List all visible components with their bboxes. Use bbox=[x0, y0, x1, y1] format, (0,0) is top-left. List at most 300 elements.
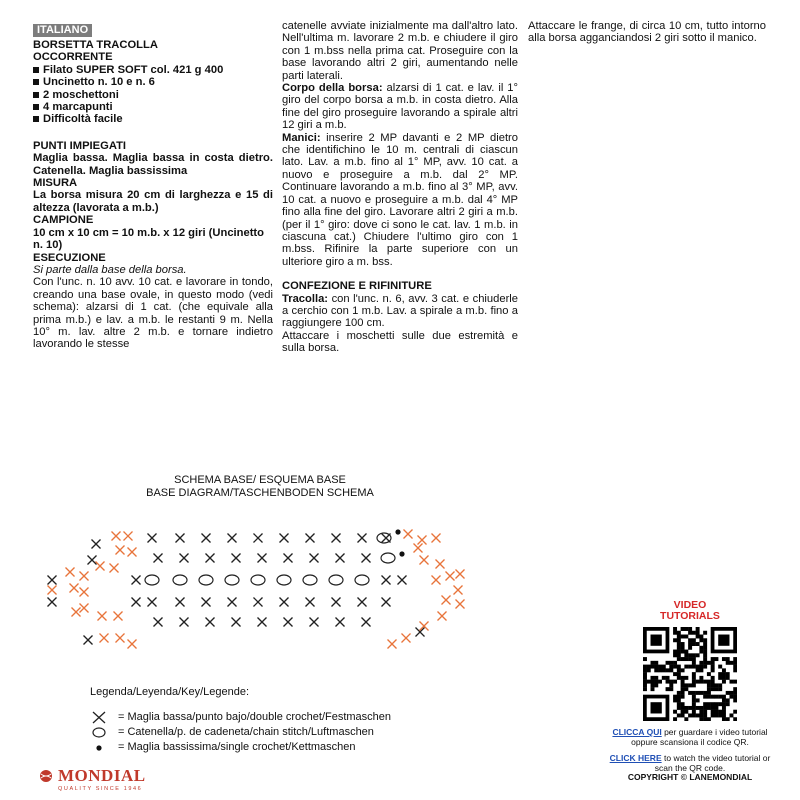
qr-module bbox=[703, 642, 707, 646]
qr-module bbox=[669, 665, 673, 669]
qr-module bbox=[654, 676, 658, 680]
qr-module bbox=[726, 691, 730, 695]
confezione-heading: CONFEZIONE E RIFINITURE bbox=[282, 280, 432, 293]
qr-module bbox=[688, 665, 692, 669]
qr-module bbox=[681, 627, 685, 631]
qr-module bbox=[707, 695, 711, 699]
x-stitch-mark bbox=[48, 576, 57, 585]
qr-module bbox=[692, 642, 696, 646]
qr-module bbox=[662, 668, 666, 672]
needs-item: 4 marcapunti bbox=[33, 101, 273, 113]
column-1 bbox=[33, 24, 273, 351]
qr-module bbox=[688, 631, 692, 635]
column-3 bbox=[528, 20, 766, 45]
qr-module bbox=[651, 687, 655, 691]
qr-module bbox=[703, 657, 707, 661]
needs-item: 2 moschettoni bbox=[33, 89, 273, 101]
qr-module bbox=[681, 657, 685, 661]
legend-row bbox=[90, 710, 391, 725]
qr-module bbox=[703, 661, 707, 665]
qr-module bbox=[699, 691, 703, 695]
qr-module bbox=[692, 672, 696, 676]
qr-module bbox=[684, 650, 688, 654]
double-crochet-orange-mark bbox=[128, 548, 137, 557]
qr-module bbox=[673, 680, 677, 684]
double-crochet-orange-mark bbox=[66, 568, 75, 577]
qr-module bbox=[718, 710, 722, 714]
punti-text: Maglia bassa. Maglia bassa in costa dietro. Catenella. Maglia bassissima bbox=[33, 152, 273, 177]
qr-module bbox=[692, 702, 696, 706]
qr-module bbox=[733, 695, 737, 699]
qr-module bbox=[722, 706, 726, 710]
copyright: COPYRIGHT © LANEMONDIAL bbox=[627, 772, 753, 782]
qr-module bbox=[692, 698, 696, 702]
double-crochet-orange-mark bbox=[446, 572, 455, 581]
double-crochet-orange-mark bbox=[388, 640, 397, 649]
qr-module bbox=[677, 653, 681, 657]
x-stitch-mark bbox=[176, 534, 185, 543]
qr-module bbox=[692, 695, 696, 699]
qr-module bbox=[662, 676, 666, 680]
qr-module bbox=[681, 683, 685, 687]
corpo-text: alzarsi di 1 cat. e lav. il 1° giro del corpo borsa a m.b. in costa dietro. Alla fine del giro proseguire lavorando a spirale altri 12 giri a m.b. bbox=[282, 82, 519, 132]
qr-module bbox=[658, 665, 662, 669]
qr-module bbox=[688, 646, 692, 650]
qr-module bbox=[711, 668, 715, 672]
qr-module bbox=[711, 710, 715, 714]
column-2 bbox=[282, 20, 518, 355]
x-stitch-mark bbox=[88, 556, 97, 565]
qr-module bbox=[666, 661, 670, 665]
qr-module bbox=[703, 653, 707, 657]
qr-module bbox=[681, 695, 685, 699]
qr-module bbox=[733, 657, 737, 661]
chain-stitch-mark bbox=[377, 533, 391, 543]
qr-module bbox=[707, 706, 711, 710]
qr-module bbox=[726, 676, 730, 680]
qr-module bbox=[681, 706, 685, 710]
x-stitch-mark bbox=[362, 554, 371, 563]
x-stitch-mark bbox=[306, 534, 315, 543]
qr-module bbox=[726, 657, 730, 661]
qr-module bbox=[692, 653, 696, 657]
schema-title bbox=[140, 474, 380, 500]
qr-module bbox=[707, 683, 711, 687]
x-stitch-mark bbox=[92, 540, 101, 549]
qr-module bbox=[699, 635, 703, 639]
qr-module bbox=[703, 717, 707, 721]
schema-title-line-2: BASE DIAGRAM/TASCHENBODEN SCHEMA bbox=[146, 487, 374, 499]
qr-module bbox=[651, 676, 655, 680]
esecuzione-heading: ESECUZIONE bbox=[33, 251, 106, 264]
qr-module bbox=[688, 706, 692, 710]
qr-module bbox=[722, 668, 726, 672]
qr-module bbox=[677, 638, 681, 642]
qr-module bbox=[726, 698, 730, 702]
qr-module bbox=[684, 710, 688, 714]
qr-module bbox=[677, 713, 681, 717]
qr-module bbox=[681, 646, 685, 650]
double-crochet-orange-mark bbox=[116, 634, 125, 643]
qr-module bbox=[654, 683, 658, 687]
qr-module bbox=[711, 706, 715, 710]
qr-module bbox=[726, 717, 730, 721]
qr-module bbox=[673, 650, 677, 654]
qr-module bbox=[677, 642, 681, 646]
qr-module bbox=[726, 661, 730, 665]
qr-module bbox=[681, 650, 685, 654]
qr-module bbox=[696, 665, 700, 669]
qr-module bbox=[714, 706, 718, 710]
x-stitch-mark bbox=[362, 618, 371, 627]
x-stitch-mark bbox=[228, 598, 237, 607]
qr-module bbox=[692, 665, 696, 669]
qr-module bbox=[703, 695, 707, 699]
qr-module bbox=[722, 657, 726, 661]
qr-module bbox=[692, 706, 696, 710]
qr-module bbox=[718, 687, 722, 691]
qr-module bbox=[699, 706, 703, 710]
qr-module bbox=[658, 668, 662, 672]
qr-module bbox=[696, 627, 700, 631]
chain-stitch-mark bbox=[303, 575, 317, 585]
chain-stitch-mark bbox=[251, 575, 265, 585]
qr-module bbox=[692, 680, 696, 684]
double-crochet-orange-mark bbox=[70, 584, 79, 593]
x-stitch-mark bbox=[254, 534, 263, 543]
x-stitch-mark bbox=[206, 554, 215, 563]
qr-module bbox=[714, 657, 718, 661]
qr-module bbox=[673, 710, 677, 714]
qr-module bbox=[643, 665, 647, 669]
frange-text: Attaccare le frange, di circa 10 cm, tutto intorno alla borsa agganciandosi 2 giri sotto il manico. bbox=[528, 20, 766, 45]
qr-module bbox=[673, 631, 677, 635]
qr-module bbox=[673, 695, 677, 699]
qr-module bbox=[677, 646, 681, 650]
qr-module bbox=[684, 676, 688, 680]
qr-module bbox=[707, 702, 711, 706]
qr-module bbox=[699, 717, 703, 721]
qr-module bbox=[681, 713, 685, 717]
video-it-text: per guardare i video tutorial oppure scansiona il codice QR. bbox=[631, 727, 768, 747]
qr-module bbox=[711, 702, 715, 706]
qr-module bbox=[703, 702, 707, 706]
x-stitch-mark bbox=[382, 576, 391, 585]
qr-module bbox=[703, 650, 707, 654]
qr-module bbox=[718, 683, 722, 687]
qr-module bbox=[651, 683, 655, 687]
qr-module bbox=[696, 642, 700, 646]
qr-module bbox=[692, 691, 696, 695]
double-crochet-orange-mark bbox=[436, 560, 445, 569]
x-stitch-mark bbox=[84, 636, 93, 645]
qr-module bbox=[692, 683, 696, 687]
qr-module bbox=[699, 638, 703, 642]
tracolla-text: con l'unc. n. 6, avv. 3 cat. e chiuderle a cerchio con 1 m.b. Lav. a spirale a m.b. fino a raggiungere 100 cm. bbox=[282, 292, 518, 330]
esecuzione-intro: Si parte dalla base della borsa. bbox=[33, 263, 187, 276]
x-stitch-mark bbox=[284, 554, 293, 563]
qr-module bbox=[699, 646, 703, 650]
x-stitch-mark bbox=[310, 554, 319, 563]
qr-module bbox=[722, 672, 726, 676]
qr-module bbox=[733, 717, 737, 721]
qr-module bbox=[669, 687, 673, 691]
x-stitch-mark bbox=[258, 618, 267, 627]
double-crochet-orange-mark bbox=[98, 612, 107, 621]
qr-module bbox=[718, 672, 722, 676]
double-crochet-orange-mark bbox=[454, 586, 463, 595]
qr-module bbox=[699, 665, 703, 669]
qr-module bbox=[696, 668, 700, 672]
qr-module bbox=[714, 695, 718, 699]
qr-module bbox=[703, 638, 707, 642]
base-diagram bbox=[40, 520, 480, 670]
x-stitch-mark bbox=[336, 618, 345, 627]
x-stitch-mark bbox=[332, 534, 341, 543]
qr-module bbox=[669, 661, 673, 665]
qr-module bbox=[673, 672, 677, 676]
qr-module bbox=[684, 683, 688, 687]
qr-module bbox=[681, 642, 685, 646]
double-crochet-orange-mark bbox=[124, 532, 133, 541]
video-it bbox=[605, 727, 775, 747]
double-crochet-orange-mark bbox=[48, 586, 57, 595]
qr-module bbox=[718, 713, 722, 717]
qr-module bbox=[651, 680, 655, 684]
qr-module bbox=[703, 691, 707, 695]
qr-module bbox=[681, 710, 685, 714]
qr-module bbox=[711, 676, 715, 680]
qr-module bbox=[673, 698, 677, 702]
x-stitch-mark bbox=[154, 618, 163, 627]
qr-module bbox=[654, 661, 658, 665]
qr-module bbox=[729, 695, 733, 699]
qr-module bbox=[711, 695, 715, 699]
x-stitch-mark bbox=[180, 618, 189, 627]
misura-text: La borsa misura 20 cm di larghezza e 15 di altezza (lavorata a m.b.) bbox=[33, 189, 273, 214]
qr-module bbox=[647, 680, 651, 684]
x-stitch-mark bbox=[398, 576, 407, 585]
qr-module bbox=[726, 672, 730, 676]
x-stitch-mark bbox=[48, 598, 57, 607]
qr-module bbox=[643, 687, 647, 691]
x-stitch-mark bbox=[280, 534, 289, 543]
qr-module bbox=[654, 665, 658, 669]
x-stitch-mark bbox=[258, 554, 267, 563]
qr-module bbox=[692, 638, 696, 642]
double-crochet-orange-mark bbox=[420, 622, 429, 631]
qr-module bbox=[718, 665, 722, 669]
x-stitch-mark bbox=[232, 554, 241, 563]
qr-module bbox=[692, 676, 696, 680]
qr-module bbox=[711, 680, 715, 684]
legend-text: = Maglia bassa/punto bajo/double crochet/Festmaschen bbox=[118, 711, 392, 723]
qr-module bbox=[669, 680, 673, 684]
x-stitch-mark bbox=[280, 598, 289, 607]
qr-module bbox=[711, 661, 715, 665]
x-stitch-mark bbox=[180, 554, 189, 563]
qr-module bbox=[677, 695, 681, 699]
esecuzione-text: Con l'unc. n. 10 avv. 10 cat. e lavorare in tondo, creando una base ovale, in questo modo (vedi schema): alzarsi di 1 cat. (che equivale alla prima m.b.) e lav. a m.b. le restanti 9 m. Nella 10° m. lav. altre 2 m.b. e tornare indietro lavorando le stesse bbox=[33, 276, 273, 351]
click-here-link[interactable]: CLICK HERE bbox=[609, 753, 662, 763]
double-crochet-orange-mark bbox=[456, 570, 465, 579]
qr-module bbox=[654, 680, 658, 684]
schema-title-line-1: SCHEMA BASE/ ESQUEMA BASE bbox=[174, 474, 346, 486]
clicca-qui-link[interactable]: CLICCA QUI bbox=[612, 727, 662, 737]
qr-module bbox=[643, 672, 647, 676]
qr-module bbox=[684, 627, 688, 631]
x-stitch-mark bbox=[358, 534, 367, 543]
qr-module bbox=[673, 661, 677, 665]
qr-module bbox=[699, 676, 703, 680]
video-tutorials-panel bbox=[605, 600, 775, 773]
qr-module bbox=[647, 668, 651, 672]
qr-module bbox=[722, 710, 726, 714]
qr-module bbox=[696, 691, 700, 695]
tracolla-heading: Tracolla: bbox=[282, 292, 329, 305]
qr-module bbox=[703, 706, 707, 710]
needs-heading: OCCORRENTE bbox=[33, 51, 113, 64]
double-crochet-orange-mark bbox=[420, 556, 429, 565]
qr-module bbox=[703, 646, 707, 650]
double-crochet-orange-mark bbox=[442, 596, 451, 605]
brand-tagline: QUALITY SINCE 1946 bbox=[58, 786, 143, 792]
qr-module bbox=[696, 635, 700, 639]
double-crochet-orange-mark bbox=[96, 562, 105, 571]
qr-module bbox=[666, 676, 670, 680]
chain-stitch-mark bbox=[329, 575, 343, 585]
double-crochet-orange-mark bbox=[432, 534, 441, 543]
x-stitch-mark bbox=[416, 628, 425, 637]
qr-module bbox=[681, 691, 685, 695]
qr-module bbox=[696, 706, 700, 710]
qr-module bbox=[688, 657, 692, 661]
qr-module bbox=[643, 683, 647, 687]
chain-stitch-mark bbox=[277, 575, 291, 585]
qr-module bbox=[722, 695, 726, 699]
qr-module bbox=[699, 680, 703, 684]
slip-stitch-mark bbox=[399, 551, 404, 556]
qr-module bbox=[647, 665, 651, 669]
x-stitch-mark bbox=[148, 598, 157, 607]
legend bbox=[90, 686, 391, 755]
chain-stitch-mark bbox=[225, 575, 239, 585]
qr-module bbox=[666, 668, 670, 672]
qr-module bbox=[699, 661, 703, 665]
qr-module bbox=[714, 702, 718, 706]
qr-module bbox=[666, 687, 670, 691]
qr-module bbox=[722, 698, 726, 702]
qr-module bbox=[677, 691, 681, 695]
qr-module bbox=[703, 665, 707, 669]
x-stitch-mark bbox=[202, 598, 211, 607]
qr-module bbox=[643, 680, 647, 684]
x-stitch-mark bbox=[202, 534, 211, 543]
double-crochet-orange-mark bbox=[456, 600, 465, 609]
qr-finder-core bbox=[718, 635, 729, 646]
qr-module bbox=[714, 683, 718, 687]
x-stitch-mark bbox=[310, 618, 319, 627]
qr-module bbox=[722, 676, 726, 680]
campione-text: 10 cm x 10 cm = 10 m.b. x 12 giri (Uncinetto n. 10) bbox=[33, 226, 264, 252]
qr-module bbox=[681, 680, 685, 684]
x-stitch-mark bbox=[154, 554, 163, 563]
qr-module bbox=[654, 668, 658, 672]
brand-name: MONDIAL bbox=[58, 766, 146, 785]
x-stitch-mark bbox=[284, 618, 293, 627]
qr-module bbox=[733, 668, 737, 672]
qr-finder-core bbox=[651, 635, 662, 646]
col2-text-1: catenelle avviate inizialmente ma dall'altro lato. Nell'ultima m. lavorare 2 m.b. e chiudere il giro con 1 m.bss nella prima cat. Proseguire con la base lavorando altri 2 giri, aumentando nelle parti laterali. bbox=[282, 20, 518, 82]
double-crochet-orange-mark bbox=[110, 564, 119, 573]
qr-module bbox=[722, 680, 726, 684]
qr-module bbox=[681, 668, 685, 672]
qr-module bbox=[696, 631, 700, 635]
qr-module bbox=[673, 627, 677, 631]
punti-heading: PUNTI IMPIEGATI bbox=[33, 139, 127, 152]
qr-module bbox=[726, 702, 730, 706]
x-stitch-mark bbox=[132, 576, 141, 585]
qr-module bbox=[718, 695, 722, 699]
qr-module bbox=[684, 687, 688, 691]
qr-module bbox=[733, 661, 737, 665]
legend-row bbox=[90, 740, 391, 755]
legend-title: Legenda/Leyenda/Key/Legende: bbox=[90, 686, 250, 698]
qr-module bbox=[722, 717, 726, 721]
needs-item: Filato SUPER SOFT col. 421 g 400 bbox=[33, 64, 273, 76]
chain-stitch-mark bbox=[381, 553, 395, 563]
qr-module bbox=[699, 713, 703, 717]
legend-row bbox=[90, 725, 391, 740]
qr-module bbox=[673, 717, 677, 721]
qr-module bbox=[651, 665, 655, 669]
qr-module bbox=[677, 672, 681, 676]
qr-module bbox=[673, 665, 677, 669]
qr-module bbox=[707, 680, 711, 684]
chain-stitch-mark bbox=[173, 575, 187, 585]
x-stitch-mark bbox=[148, 534, 157, 543]
double-crochet-orange-mark bbox=[100, 634, 109, 643]
qr-module bbox=[729, 661, 733, 665]
double-crochet-orange-mark bbox=[80, 588, 89, 597]
qr-module bbox=[703, 710, 707, 714]
qr-module bbox=[729, 713, 733, 717]
legend-text: = Catenella/p. de cadeneta/chain stitch/Luftmaschen bbox=[118, 726, 374, 738]
qr-module bbox=[707, 661, 711, 665]
qr-module bbox=[707, 672, 711, 676]
qr-module bbox=[692, 710, 696, 714]
qr-module bbox=[677, 631, 681, 635]
qr-module bbox=[699, 710, 703, 714]
qr-module bbox=[681, 687, 685, 691]
qr-module bbox=[707, 717, 711, 721]
double-crochet-orange-mark bbox=[404, 530, 413, 539]
qr-module bbox=[677, 702, 681, 706]
qr-module bbox=[673, 638, 677, 642]
qr-module bbox=[643, 668, 647, 672]
qr-code-icon[interactable] bbox=[643, 627, 737, 721]
x-stitch-mark bbox=[206, 618, 215, 627]
qr-module bbox=[733, 691, 737, 695]
double-crochet-orange-mark bbox=[128, 640, 137, 649]
qr-module bbox=[722, 702, 726, 706]
qr-module bbox=[688, 691, 692, 695]
brand-logo bbox=[38, 766, 146, 792]
yarn-ball-icon bbox=[38, 769, 58, 783]
chain-stitch-mark bbox=[355, 575, 369, 585]
qr-module bbox=[692, 631, 696, 635]
x-stitch-mark bbox=[232, 618, 241, 627]
